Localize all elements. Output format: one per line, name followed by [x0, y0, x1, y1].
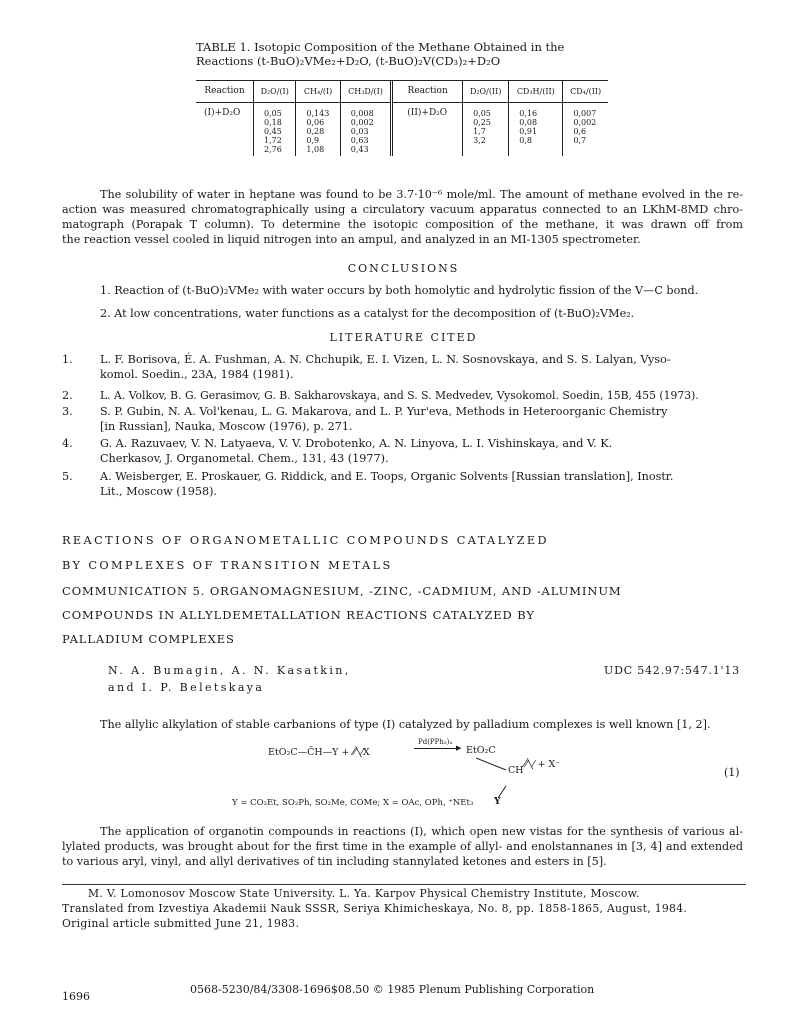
reference-number: 4.: [62, 437, 73, 450]
reference-item: [62, 404, 762, 440]
paragraph-line: The application of organotin compounds in reactions (I), which open new vistas for the synthesis of various al-: [100, 825, 743, 838]
reference-text: A. Weisberger, E. Proskauer, G. Riddick, and E. Toops, Organic Solvents [Russian translation], Inostr.: [100, 470, 674, 483]
table-cell: (I)+D₂O: [204, 108, 241, 118]
page-number: 1696: [62, 990, 90, 1003]
scheme-definitions: Y = CO₂Et, SO₂Ph, SO₂Me, COMe; X = OAc, OPh, ⁺NEt₃: [232, 798, 474, 808]
paragraph-line: lylated products, was brought about for the first time in the example of allyl- and enolstannanes in [3, 4] and extended: [62, 840, 743, 853]
intro-sentence: The allylic alkylation of stable carbanions of type (I) catalyzed by palladium complexes is well known [1, 2].: [100, 718, 711, 731]
footnote-line: Translated from Izvestiya Akademii Nauk SSSR, Seriya Khimicheskaya, No. 8, pp. 1858-1865, August, 1984.: [62, 902, 688, 915]
table-header-cell: D₂O/(II): [463, 81, 509, 103]
footnote-line: M. V. Lomonosov Moscow State University. L. Ya. Karpov Physical Chemistry Institute, Moscow.: [88, 887, 640, 900]
table-caption-line2: Reactions (t-BuO)₂VMe₂+D₂O, (t-BuO)₂V(CD₃)₂+D₂O: [196, 54, 501, 68]
reaction-catalyst: Pd(PPh₃)₄: [418, 738, 453, 746]
copyright-line: 0568-5230/84/3308-1696$08.50 © 1985 Plenum Publishing Corporation: [190, 983, 595, 996]
paragraph-line: matograph (Porapak T column). To determine the isotopic composition of the methane, it was drawn off from: [62, 218, 743, 231]
reference-text: L. A. Volkov, B. G. Gerasimov, G. B. Sakharovskaya, and S. S. Medvedev, Vysokomol. Soedin, 15B, 455 (1973).: [100, 389, 699, 402]
reference-text: komol. Soedin., 23A, 1984 (1981).: [100, 368, 294, 381]
reference-text: L. F. Borisova, É. A. Fushman, A. N. Chchupik, E. I. Vizen, L. N. Sosnovskaya, and S. S. Lalyan, Vyso-: [100, 353, 671, 366]
article-subtitle-line: COMMUNICATION 5. ORGANOMAGNESIUM, -ZINC, -CADMIUM, AND -ALUMINUM: [62, 584, 622, 598]
table-cell: 0,05 0,18 0,45 1,72 2,76: [254, 103, 296, 157]
reference-text: [in Russian], Nauka, Moscow (1976), p. 271.: [100, 420, 353, 433]
conclusions-heading: CONCLUSIONS: [347, 262, 460, 275]
literature-heading: LITERATURE CITED: [329, 331, 478, 344]
conclusion-item: 1. Reaction of (t-BuO)₂VMe₂ with water occurs by both homolytic and hydrolytic fission of the V—C bond.: [100, 284, 699, 297]
table-header-cell: CH₃D/(I): [340, 81, 391, 103]
article-title-line: BY COMPLEXES OF TRANSITION METALS: [62, 559, 393, 572]
product-y: Y: [494, 796, 501, 807]
footnote-line: Original article submitted June 21, 1983.: [62, 917, 300, 930]
table-caption: [196, 40, 564, 68]
reference-number: 2.: [62, 389, 73, 402]
reference-item: [62, 436, 762, 472]
paragraph-line: the reaction vessel cooled in liquid nitrogen into an ampul, and analyzed in an MI-1305 spectrometer.: [62, 233, 641, 246]
table-cell: 0,05 0,25 1,7 3,2: [463, 103, 509, 157]
footnote-rule: [62, 884, 746, 885]
table-cell: (II)+D₂O: [392, 103, 463, 157]
equation-number: (1): [724, 766, 740, 779]
article-subtitle-line: COMPOUNDS IN ALLYLDEMETALLATION REACTIONS CATALYZED BY: [62, 608, 535, 622]
table-header-cell: CD₄/(II): [563, 81, 608, 103]
authors-line: N. A. Bumagin, A. N. Kasatkin,: [108, 664, 351, 677]
reaction-arrow: [414, 748, 460, 749]
reference-item: [62, 469, 762, 505]
table-header-row: [196, 81, 608, 103]
reference-number: 3.: [62, 405, 73, 418]
table-caption-line1: TABLE 1. Isotopic Composition of the Methane Obtained in the: [196, 40, 565, 54]
table-row: [196, 103, 608, 157]
organotin-paragraph: [62, 824, 743, 869]
product-allyl-tail: ⁄⁄╲⁄ + X⁻: [524, 759, 561, 770]
table-cell: 0,007 0,002 0,6 0,7: [563, 103, 608, 157]
reference-text: G. A. Razuvaev, V. N. Latyaeva, V. V. Drobotenko, A. N. Linyova, L. I. Vishinskaya, and V. K.: [100, 437, 613, 450]
reference-text: S. P. Gubin, N. A. Vol'kenau, L. G. Makarova, and L. P. Yur'eva, Methods in Heteroorganic Chemistry: [100, 405, 668, 418]
isotope-table-wrapper: [196, 80, 608, 156]
table-header-cell: CH₄/(I): [296, 81, 340, 103]
paragraph-line: action was measured chromatographically using a circulatory vacuum apparatus connected to an LKhM-8MD chro-: [62, 203, 743, 216]
article-title-line: REACTIONS OF ORGANOMETALLIC COMPOUNDS CATALYZED: [62, 534, 549, 547]
paragraph-line: to various aryl, vinyl, and allyl derivatives of tin including stannylated ketones and esters in [5].: [62, 855, 607, 868]
table-cell: 0,16 0,08 0,91 0,8: [509, 103, 563, 157]
conclusion-item: 2. At low concentrations, water functions as a catalyst for the decomposition of (t-BuO)₂VMe₂.: [100, 307, 635, 320]
reference-text: Cherkasov, J. Organometal. Chem., 131, 43 (1977).: [100, 452, 389, 465]
solubility-paragraph: [62, 187, 743, 247]
table-cell: 0,143 0,06 0,28 0,9 1,08: [296, 103, 340, 157]
table-header-cell: Reaction: [196, 81, 254, 103]
table-header-cell: Reaction: [392, 81, 463, 103]
article-subtitle-line: PALLADIUM COMPLEXES: [62, 632, 235, 646]
table-cell: 0,008 0,002 0,03 0,63 0,43: [340, 103, 391, 157]
udc-code: UDC 542.97:547.1'13: [604, 664, 740, 677]
product-ch: CH: [508, 765, 524, 776]
reference-number: 5.: [62, 470, 73, 483]
reference-text: Lit., Moscow (1958).: [100, 485, 217, 498]
table-header-cell: CD₃H/(II): [509, 81, 563, 103]
table-header-cell: D₂O/(I): [254, 81, 296, 103]
footnote: [62, 886, 762, 931]
isotope-table: [196, 81, 608, 156]
arrow-head-icon: ▶: [456, 744, 462, 752]
reference-number: 1.: [62, 353, 73, 366]
product-ester-group: EtO₂C: [466, 745, 496, 756]
authors-line: and I. P. Beletskaya: [108, 681, 265, 694]
reference-item: [62, 352, 762, 388]
reaction-reactants: EtO₂C—C̄H—Y + ⁄⁄╲⁄X: [268, 747, 370, 758]
paragraph-line: The solubility of water in heptane was found to be 3.7·10⁻⁶ mole/ml. The amount of methane evolved in the re-: [100, 188, 743, 201]
